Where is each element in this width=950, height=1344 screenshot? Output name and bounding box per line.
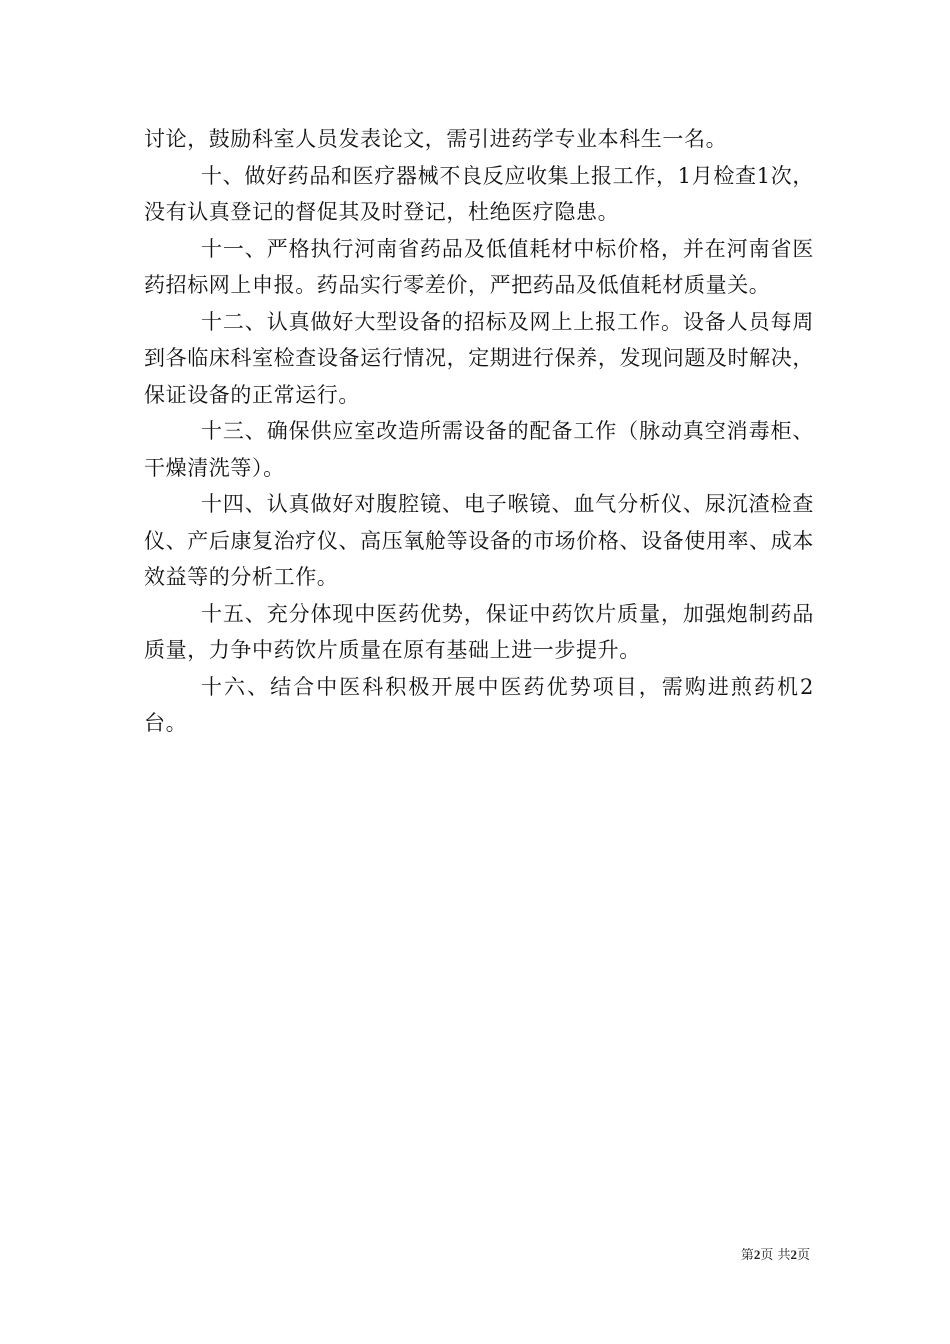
footer-suffix: 页	[796, 1248, 810, 1263]
paragraph: 十三、确保供应室改造所需设备的配备工作（脉动真空消毒柜、干燥清洗等）。	[144, 419, 814, 480]
total-pages-number: 2	[790, 1247, 797, 1262]
footer-middle: 页 共	[760, 1248, 791, 1263]
paragraph: 十四、认真做好对腹腔镜、电子喉镜、血气分析仪、尿沉渣检查仪、产后康复治疗仪、高压氧舱等设备的市场价格、设备使用率、成本效益等的分析工作。	[144, 492, 814, 589]
document-body	[144, 121, 814, 742]
paragraph: 十二、认真做好大型设备的招标及网上上报工作。设备人员每周到各临床科室检查设备运行情况，定期进行保养，发现问题及时解决，保证设备的正常运行。	[144, 309, 814, 407]
paragraph: 十、做好药品和医疗器械不良反应收集上报工作，1月检查1次，没有认真登记的督促其及时登记，杜绝医疗隐患。	[144, 163, 814, 224]
paragraph: 十六、结合中医科积极开展中医药优势项目，需购进煎药机2台。	[144, 674, 814, 735]
page-number-footer	[741, 1246, 810, 1265]
paragraph: 讨论，鼓励科室人员发表论文，需引进药学专业本科生一名。	[144, 127, 728, 151]
current-page-number: 2	[753, 1247, 761, 1262]
paragraph: 十一、严格执行河南省药品及低值耗材中标价格，并在河南省医药招标网上申报。药品实行零差价，严把药品及低值耗材质量关。	[144, 236, 814, 297]
footer-prefix: 第	[740, 1248, 754, 1263]
paragraph: 十五、充分体现中医药优势，保证中药饮片质量，加强炮制药品质量，力争中药饮片质量在原有基础上进一步提升。	[144, 601, 814, 662]
